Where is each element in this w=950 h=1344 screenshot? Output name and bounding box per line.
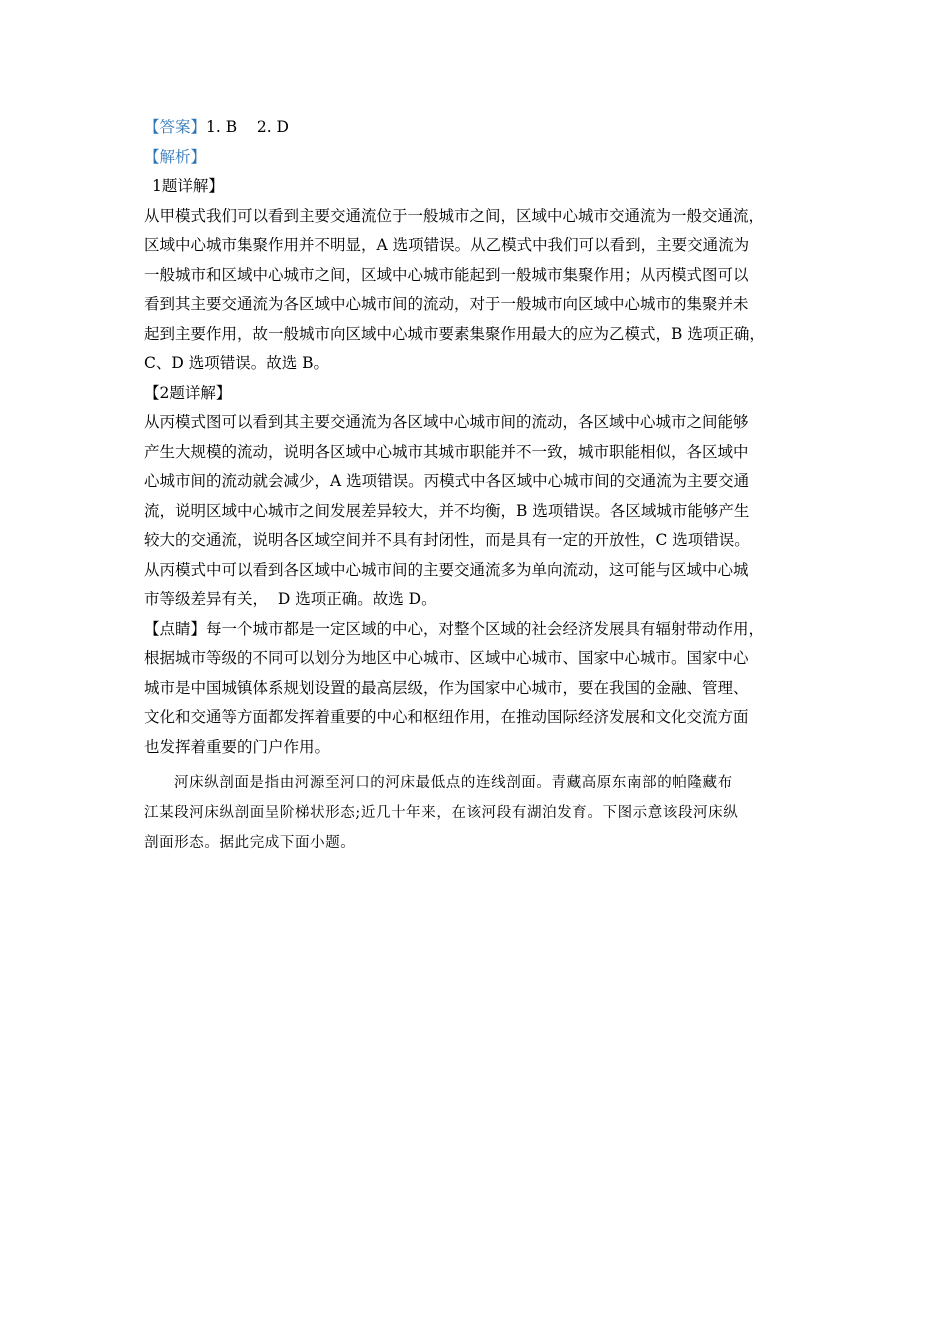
tip-tag: 【点睛】 (144, 619, 207, 638)
q1-line: 从甲模式我们可以看到主要交通流位于一般城市之间，区域中心城市交通流为一般交通流， (144, 206, 765, 225)
q1-heading-text: 1题详解】 (152, 177, 224, 195)
tip-line: 也发挥着重要的门户作用。 (144, 737, 331, 756)
q2-line: 产生大规模的流动，说明各区域中心城市其城市职能并不一致，城市职能相似，各区域中 (144, 442, 749, 461)
q1-line: C、D 选项错误。故选 B。 (144, 354, 330, 372)
analysis-tag: 【解析】 (144, 147, 207, 166)
intro-line: 剖面形态。据此完成下面小题。 (144, 835, 356, 851)
intro-line: 河床纵剖面是指由河源至河口的河床最低点的连线剖面。青藏高原东南部的帕隆藏布 (174, 775, 733, 791)
q2-explanation (144, 408, 814, 615)
analysis-line (144, 143, 814, 173)
q2-line: 较大的交通流，说明各区域空间并不具有封闭性，而是具有一定的开放性，C 选项错误。 (144, 531, 750, 549)
document-page (144, 113, 814, 858)
q2-line: 心城市间的流动就会减少，A 选项错误。丙模式中各区域中心城市间的交通流为主要交通 (144, 472, 750, 490)
q1-line: 看到其主要交通流为各区域中心城市间的流动，对于一般城市向区域中心城市的集聚并未 (144, 295, 749, 313)
intro-line: 江某段河床纵剖面呈阶梯状形态;近几十年来，在该河段有湖泊发育。下图示意该段河床纵 (144, 805, 739, 821)
tip-first-line (144, 615, 814, 645)
q2-line: 市等级差异有关， D 选项正确。故选 D。 (144, 590, 437, 608)
q1-explanation (144, 202, 814, 379)
tip-line: 文化和交通等方面都发挥着重要的中心和枢纽作用，在推动国际经济发展和文化交流方面 (144, 708, 749, 726)
q2-heading-text: 【2题详解】 (144, 383, 232, 402)
q1-heading (144, 172, 814, 202)
q2-line: 流，说明区域中心城市之间发展差异较大，并不均衡，B 选项错误。各区域城市能够产生 (144, 501, 750, 520)
q1-line: 区域中心城市集聚作用并不明显，A 选项错误。从乙模式中我们可以看到，主要交通流为 (144, 236, 750, 254)
q2-line: 从丙模式图可以看到其主要交通流为各区域中心城市间的流动，各区域中心城市之间能够 (144, 413, 749, 431)
answer-tag: 【答案】 (144, 118, 207, 136)
q1-line: 起到主要作用，故一般城市向区域中心城市要素集聚作用最大的应为乙模式，B 选项正确， (144, 324, 765, 343)
tip-line: 城市是中国城镇体系规划设置的最高层级，作为国家中心城市，要在我国的金融、管理、 (144, 678, 749, 697)
answer-text: 1. B 2. D (206, 118, 289, 136)
tip-section (144, 615, 814, 763)
q2-heading (144, 379, 814, 409)
question-intro (144, 768, 814, 858)
q1-line: 一般城市和区域中心城市之间，区域中心城市能起到一般城市集聚作用；从丙模式图可以 (144, 265, 749, 284)
q2-line: 从丙模式中可以看到各区域中心城市间的主要交通流多为单向流动，这可能与区域中心城 (144, 560, 749, 579)
tip-line: 根据城市等级的不同可以划分为地区中心城市、区域中心城市、国家中心城市。国家中心 (144, 649, 749, 667)
tip-text: 每一个城市都是一定区域的中心，对整个区域的社会经济发展具有辐射带动作用， (206, 619, 765, 638)
answer-line (144, 113, 814, 143)
